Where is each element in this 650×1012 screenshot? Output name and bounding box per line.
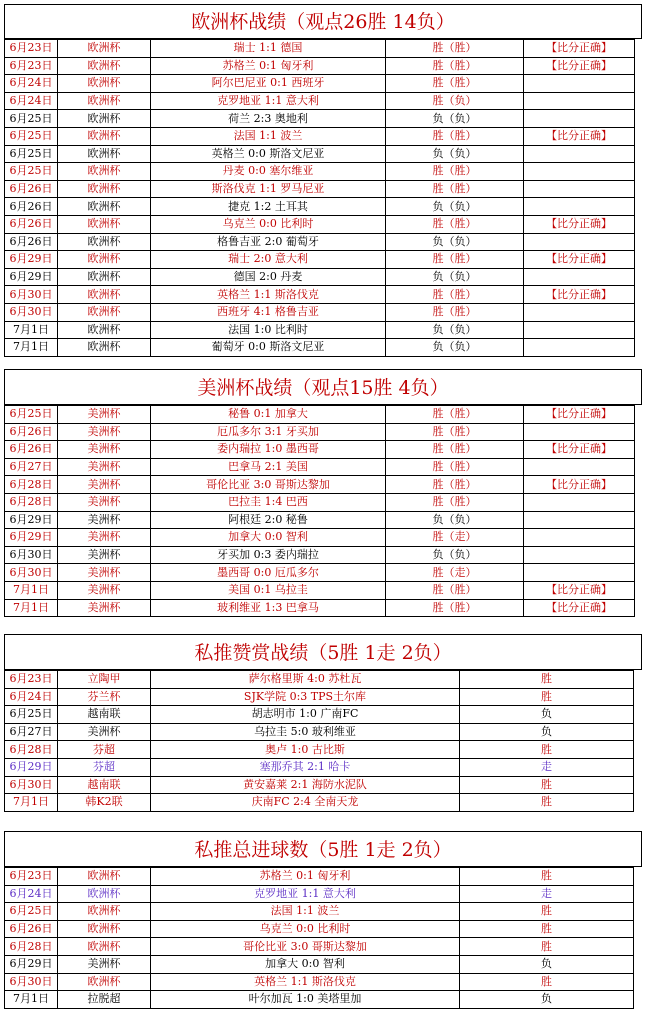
league-cell: 美洲杯 (58, 511, 151, 529)
date-cell: 6月26日 (5, 233, 58, 251)
league-cell: 欧洲杯 (58, 57, 151, 75)
results-table (4, 39, 635, 357)
table-row (5, 868, 634, 886)
league-cell: 欧洲杯 (58, 40, 151, 58)
table-row (5, 758, 634, 776)
match-cell: 乌克兰 0:0 比利时 (151, 920, 460, 938)
league-cell: 越南联 (58, 706, 151, 724)
result-cell: 胜 (460, 938, 634, 956)
table-row (5, 938, 634, 956)
league-cell: 美洲杯 (58, 546, 151, 564)
table-row (5, 706, 634, 724)
match-cell: 哥伦比亚 3:0 哥斯达黎加 (151, 938, 460, 956)
match-cell: 法国 1:1 波兰 (151, 127, 386, 145)
match-cell: 黄安嘉莱 2:1 海防水泥队 (151, 776, 460, 794)
table-row (5, 286, 635, 304)
league-cell: 美洲杯 (58, 423, 151, 441)
note-cell (524, 303, 635, 321)
date-cell: 6月29日 (5, 268, 58, 286)
table-row (5, 885, 634, 903)
table-row (5, 955, 634, 973)
result-cell: 胜（胜） (386, 458, 524, 476)
table-row (5, 110, 635, 128)
match-cell: 丹麦 0:0 塞尔维亚 (151, 163, 386, 181)
match-cell: 萨尔格里斯 4:0 苏杜瓦 (151, 671, 460, 689)
date-cell: 6月25日 (5, 145, 58, 163)
result-cell: 胜（胜） (386, 423, 524, 441)
note-cell: 【比分正确】 (524, 286, 635, 304)
result-cell: 胜 (460, 920, 634, 938)
table-row (5, 529, 635, 547)
date-cell: 6月29日 (5, 529, 58, 547)
league-cell: 美洲杯 (58, 406, 151, 424)
match-cell: 哥伦比亚 3:0 哥斯达黎加 (151, 476, 386, 494)
league-cell: 美洲杯 (58, 599, 151, 617)
match-cell: 英格兰 1:1 斯洛伐克 (151, 973, 460, 991)
result-cell: 胜（胜） (386, 599, 524, 617)
date-cell: 6月23日 (5, 671, 58, 689)
table-row (5, 40, 635, 58)
result-cell: 胜 (460, 688, 634, 706)
league-cell: 欧洲杯 (58, 251, 151, 269)
league-cell: 欧洲杯 (58, 973, 151, 991)
results-table (4, 670, 634, 812)
table-row (5, 251, 635, 269)
match-cell: 乌拉圭 5:0 玻利维亚 (151, 723, 460, 741)
match-cell: 英格兰 0:0 斯洛文尼亚 (151, 145, 386, 163)
table-row (5, 564, 635, 582)
date-cell: 7月1日 (5, 794, 58, 812)
match-cell: 斯洛伐克 1:1 罗马尼亚 (151, 180, 386, 198)
match-cell: 秘鲁 0:1 加拿大 (151, 406, 386, 424)
league-cell: 欧洲杯 (58, 233, 151, 251)
match-cell: 牙买加 0:3 委内瑞拉 (151, 546, 386, 564)
result-cell: 胜 (460, 903, 634, 921)
table-row (5, 180, 635, 198)
league-cell: 欧洲杯 (58, 92, 151, 110)
note-cell: 【比分正确】 (524, 581, 635, 599)
date-cell: 6月27日 (5, 723, 58, 741)
table-row (5, 723, 634, 741)
match-cell: 葡萄牙 0:0 斯洛文尼亚 (151, 339, 386, 357)
match-cell: 塞那乔其 2:1 哈卡 (151, 758, 460, 776)
result-cell: 胜（走） (386, 564, 524, 582)
match-cell: 委内瑞拉 1:0 墨西哥 (151, 441, 386, 459)
table-row (5, 145, 635, 163)
match-cell: 苏格兰 0:1 匈牙利 (151, 57, 386, 75)
result-cell: 胜（胜） (386, 286, 524, 304)
league-cell: 美洲杯 (58, 529, 151, 547)
league-cell: 立陶甲 (58, 671, 151, 689)
table-row (5, 233, 635, 251)
match-cell: 玻利维亚 1:3 巴拿马 (151, 599, 386, 617)
result-cell: 胜（胜） (386, 303, 524, 321)
note-cell (524, 493, 635, 511)
table-row (5, 903, 634, 921)
section-title: 美洲杯战绩（观点15胜 4负） (4, 369, 642, 405)
note-cell: 【比分正确】 (524, 251, 635, 269)
date-cell: 6月29日 (5, 758, 58, 776)
date-cell: 6月30日 (5, 973, 58, 991)
result-cell: 胜 (460, 741, 634, 759)
match-cell: 墨西哥 0:0 厄瓜多尔 (151, 564, 386, 582)
result-cell: 负 (460, 723, 634, 741)
match-cell: 德国 2:0 丹麦 (151, 268, 386, 286)
note-cell (524, 198, 635, 216)
league-cell: 欧洲杯 (58, 268, 151, 286)
date-cell: 6月30日 (5, 286, 58, 304)
league-cell: 欧洲杯 (58, 127, 151, 145)
date-cell: 6月30日 (5, 546, 58, 564)
league-cell: 欧洲杯 (58, 938, 151, 956)
note-cell (524, 92, 635, 110)
table-row (5, 92, 635, 110)
date-cell: 6月28日 (5, 741, 58, 759)
result-cell: 胜 (460, 776, 634, 794)
result-cell: 胜（胜） (386, 40, 524, 58)
match-cell: 胡志明市 1:0 广南FC (151, 706, 460, 724)
date-cell: 6月25日 (5, 706, 58, 724)
note-cell (524, 529, 635, 547)
result-cell: 胜（胜） (386, 127, 524, 145)
result-cell: 胜（走） (386, 529, 524, 547)
match-cell: 捷克 1:2 土耳其 (151, 198, 386, 216)
section-title: 私推总进球数（5胜 1走 2负） (4, 831, 642, 867)
note-cell (524, 564, 635, 582)
result-cell: 胜（胜） (386, 441, 524, 459)
note-cell: 【比分正确】 (524, 406, 635, 424)
result-cell: 负（负） (386, 110, 524, 128)
league-cell: 欧洲杯 (58, 920, 151, 938)
result-cell: 负 (460, 991, 634, 1009)
date-cell: 6月25日 (5, 127, 58, 145)
date-cell: 6月29日 (5, 511, 58, 529)
league-cell: 美洲杯 (58, 493, 151, 511)
table-row (5, 776, 634, 794)
note-cell (524, 233, 635, 251)
table-row (5, 163, 635, 181)
date-cell: 6月26日 (5, 198, 58, 216)
date-cell: 6月26日 (5, 215, 58, 233)
result-cell: 负（负） (386, 198, 524, 216)
match-cell: 加拿大 0:0 智利 (151, 955, 460, 973)
table-row (5, 127, 635, 145)
table-row (5, 215, 635, 233)
note-cell (524, 110, 635, 128)
result-cell: 胜（胜） (386, 57, 524, 75)
league-cell: 美洲杯 (58, 476, 151, 494)
date-cell: 6月25日 (5, 110, 58, 128)
note-cell: 【比分正确】 (524, 441, 635, 459)
date-cell: 6月28日 (5, 938, 58, 956)
match-cell: 克罗地亚 1:1 意大利 (151, 92, 386, 110)
result-cell: 负 (460, 706, 634, 724)
date-cell: 6月28日 (5, 493, 58, 511)
date-cell: 7月1日 (5, 321, 58, 339)
note-cell (524, 180, 635, 198)
result-cell: 胜（胜） (386, 180, 524, 198)
league-cell: 欧洲杯 (58, 180, 151, 198)
match-cell: 荷兰 2:3 奥地利 (151, 110, 386, 128)
table-row (5, 198, 635, 216)
league-cell: 芬兰杯 (58, 688, 151, 706)
match-cell: 瑞士 1:1 德国 (151, 40, 386, 58)
result-cell: 胜 (460, 794, 634, 812)
match-cell: 庆南FC 2:4 全南天龙 (151, 794, 460, 812)
match-cell: 乌克兰 0:0 比利时 (151, 215, 386, 233)
match-cell: 克罗地亚 1:1 意大利 (151, 885, 460, 903)
result-cell: 走 (460, 885, 634, 903)
result-cell: 负（负） (386, 321, 524, 339)
table-row (5, 920, 634, 938)
table-row (5, 794, 634, 812)
table-row (5, 75, 635, 93)
result-cell: 胜（胜） (386, 75, 524, 93)
league-cell: 欧洲杯 (58, 145, 151, 163)
date-cell: 6月24日 (5, 885, 58, 903)
result-cell: 负（负） (386, 546, 524, 564)
league-cell: 越南联 (58, 776, 151, 794)
table-row (5, 303, 635, 321)
table-row (5, 458, 635, 476)
date-cell: 7月1日 (5, 339, 58, 357)
date-cell: 7月1日 (5, 599, 58, 617)
league-cell: 欧洲杯 (58, 885, 151, 903)
match-cell: SJK学院 0:3 TPS土尔库 (151, 688, 460, 706)
table-row (5, 599, 635, 617)
section-title: 私推赞赏战绩（5胜 1走 2负） (4, 634, 642, 670)
date-cell: 7月1日 (5, 991, 58, 1009)
result-cell: 胜（负） (386, 92, 524, 110)
result-cell: 负（负） (386, 145, 524, 163)
date-cell: 6月26日 (5, 180, 58, 198)
league-cell: 美洲杯 (58, 581, 151, 599)
note-cell (524, 268, 635, 286)
result-cell: 胜 (460, 868, 634, 886)
result-cell: 胜（胜） (386, 163, 524, 181)
date-cell: 6月23日 (5, 868, 58, 886)
league-cell: 欧洲杯 (58, 215, 151, 233)
league-cell: 美洲杯 (58, 458, 151, 476)
table-row (5, 441, 635, 459)
match-cell: 阿尔巴尼亚 0:1 西班牙 (151, 75, 386, 93)
table-row (5, 741, 634, 759)
date-cell: 6月26日 (5, 441, 58, 459)
section-title: 欧洲杯战绩（观点26胜 14负） (4, 4, 642, 39)
result-cell: 胜（胜） (386, 581, 524, 599)
result-cell: 胜（胜） (386, 406, 524, 424)
table-row (5, 546, 635, 564)
league-cell: 欧洲杯 (58, 339, 151, 357)
table-row (5, 581, 635, 599)
table-row (5, 476, 635, 494)
match-cell: 奥卢 1:0 古比斯 (151, 741, 460, 759)
note-cell (524, 339, 635, 357)
date-cell: 6月23日 (5, 40, 58, 58)
result-cell: 胜（胜） (386, 251, 524, 269)
date-cell: 7月1日 (5, 581, 58, 599)
table-row (5, 423, 635, 441)
match-cell: 西班牙 4:1 格鲁吉亚 (151, 303, 386, 321)
result-cell: 负（负） (386, 339, 524, 357)
table-row (5, 321, 635, 339)
match-cell: 叶尔加瓦 1:0 美塔里加 (151, 991, 460, 1009)
note-cell: 【比分正确】 (524, 57, 635, 75)
date-cell: 6月30日 (5, 564, 58, 582)
note-cell (524, 75, 635, 93)
result-cell: 负 (460, 955, 634, 973)
note-cell (524, 423, 635, 441)
table-row (5, 406, 635, 424)
date-cell: 6月29日 (5, 955, 58, 973)
date-cell: 6月25日 (5, 406, 58, 424)
table-row (5, 493, 635, 511)
match-cell: 法国 1:0 比利时 (151, 321, 386, 339)
results-table (4, 867, 634, 1009)
league-cell: 芬超 (58, 741, 151, 759)
league-cell: 拉脱超 (58, 991, 151, 1009)
league-cell: 美洲杯 (58, 723, 151, 741)
result-cell: 负（负） (386, 511, 524, 529)
match-cell: 美国 0:1 乌拉圭 (151, 581, 386, 599)
league-cell: 欧洲杯 (58, 163, 151, 181)
match-cell: 格鲁吉亚 2:0 葡萄牙 (151, 233, 386, 251)
match-cell: 加拿大 0:0 智利 (151, 529, 386, 547)
match-cell: 巴拿马 2:1 美国 (151, 458, 386, 476)
table-row (5, 991, 634, 1009)
note-cell: 【比分正确】 (524, 127, 635, 145)
note-cell: 【比分正确】 (524, 40, 635, 58)
date-cell: 6月24日 (5, 75, 58, 93)
date-cell: 6月30日 (5, 776, 58, 794)
league-cell: 欧洲杯 (58, 321, 151, 339)
date-cell: 6月25日 (5, 903, 58, 921)
league-cell: 美洲杯 (58, 564, 151, 582)
match-cell: 巴拉圭 1:4 巴西 (151, 493, 386, 511)
table-row (5, 688, 634, 706)
date-cell: 6月24日 (5, 92, 58, 110)
table-row (5, 973, 634, 991)
league-cell: 美洲杯 (58, 955, 151, 973)
date-cell: 6月26日 (5, 423, 58, 441)
match-cell: 英格兰 1:1 斯洛伐克 (151, 286, 386, 304)
note-cell: 【比分正确】 (524, 215, 635, 233)
table-row (5, 671, 634, 689)
league-cell: 欧洲杯 (58, 303, 151, 321)
league-cell: 韩K2联 (58, 794, 151, 812)
note-cell: 【比分正确】 (524, 599, 635, 617)
league-cell: 欧洲杯 (58, 75, 151, 93)
date-cell: 6月23日 (5, 57, 58, 75)
result-cell: 胜（胜） (386, 493, 524, 511)
note-cell (524, 145, 635, 163)
result-cell: 负（负） (386, 268, 524, 286)
result-cell: 胜（胜） (386, 215, 524, 233)
league-cell: 欧洲杯 (58, 868, 151, 886)
result-cell: 胜（胜） (386, 476, 524, 494)
table-row (5, 57, 635, 75)
league-cell: 欧洲杯 (58, 903, 151, 921)
match-cell: 瑞士 2:0 意大利 (151, 251, 386, 269)
date-cell: 6月25日 (5, 163, 58, 181)
note-cell (524, 458, 635, 476)
date-cell: 6月30日 (5, 303, 58, 321)
table-row (5, 511, 635, 529)
date-cell: 6月29日 (5, 251, 58, 269)
note-cell (524, 546, 635, 564)
match-cell: 法国 1:1 波兰 (151, 903, 460, 921)
result-cell: 胜 (460, 671, 634, 689)
results-table (4, 405, 635, 617)
match-cell: 苏格兰 0:1 匈牙利 (151, 868, 460, 886)
league-cell: 欧洲杯 (58, 110, 151, 128)
result-cell: 负（负） (386, 233, 524, 251)
note-cell (524, 511, 635, 529)
match-cell: 厄瓜多尔 3:1 牙买加 (151, 423, 386, 441)
league-cell: 芬超 (58, 758, 151, 776)
table-row (5, 339, 635, 357)
result-cell: 胜 (460, 973, 634, 991)
table-row (5, 268, 635, 286)
league-cell: 欧洲杯 (58, 198, 151, 216)
result-cell: 走 (460, 758, 634, 776)
date-cell: 6月24日 (5, 688, 58, 706)
date-cell: 6月26日 (5, 920, 58, 938)
note-cell: 【比分正确】 (524, 476, 635, 494)
league-cell: 美洲杯 (58, 441, 151, 459)
note-cell (524, 163, 635, 181)
match-cell: 阿根廷 2:0 秘鲁 (151, 511, 386, 529)
date-cell: 6月27日 (5, 458, 58, 476)
note-cell (524, 321, 635, 339)
date-cell: 6月28日 (5, 476, 58, 494)
league-cell: 欧洲杯 (58, 286, 151, 304)
